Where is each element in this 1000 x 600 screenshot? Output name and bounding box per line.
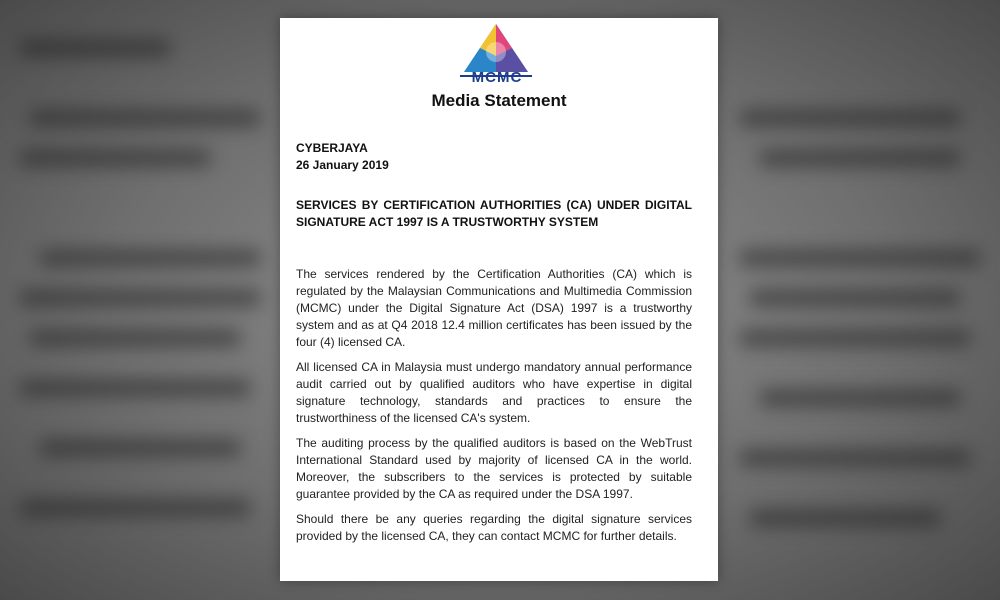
statement-body — [296, 266, 692, 553]
location-text: CYBERJAYA — [296, 141, 368, 155]
page-title: Media Statement — [431, 91, 567, 110]
date-text: 26 January 2019 — [296, 158, 389, 172]
paragraph: The services rendered by the Certification Authorities (CA) which is regulated by the Malaysian Communications and Multimedia Commission (MCMC) under the Digital Signature Act (DSA) 1997 is a trustworthy system and as at Q4 2018 12.4 million certificates has been issued by the four (4) licensed CA. — [296, 267, 692, 349]
paragraph: The auditing process by the qualified auditors is based on the WebTrust International Standard used by majority of licensed CA in the world. Moreover, the subscribers to the services is protected by suitable guarantee provided by the CA as required under the DSA 1997. — [296, 436, 692, 501]
logo-text: MCMC — [471, 69, 523, 86]
paragraph: All licensed CA in Malaysia must undergo mandatory annual performance audit carried out by qualified auditors who have expertise in digital signature technology, standards and practices to ensure the trustworthiness of the licensed CA's system. — [296, 360, 692, 425]
paragraph: Should there be any queries regarding the digital signature services provided by the licensed CA, they can contact MCMC for further details. — [296, 512, 692, 543]
headline: SERVICES BY CERTIFICATION AUTHORITIES (CA) UNDER DIGITAL SIGNATURE ACT 1997 IS A TRUSTWORTHY SYSTEM — [296, 198, 692, 229]
mcmc-logo — [454, 22, 538, 102]
dateline — [296, 140, 389, 174]
media-statement-document — [280, 18, 718, 581]
